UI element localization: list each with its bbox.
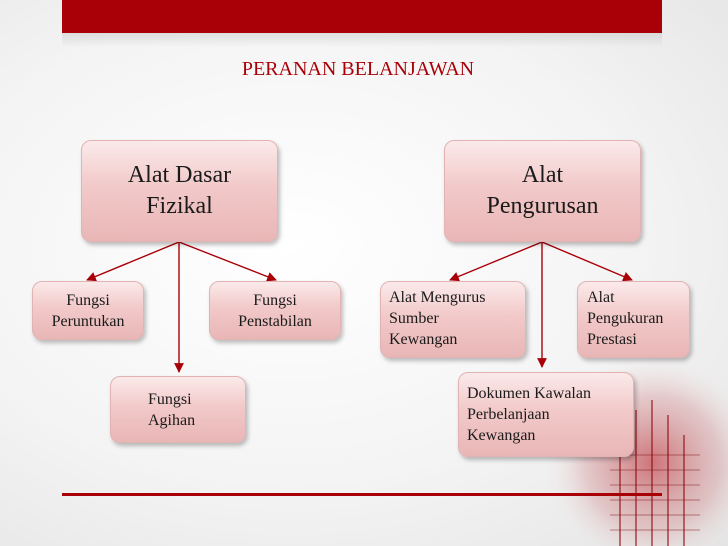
connector-right-pengukuran [542,242,632,280]
node-alat-dasar-fizikal [81,140,278,242]
node-alat-pengurusan-line1: Alat [521,162,564,188]
node-fungsi-peruntukan [32,281,144,340]
node-alat-pengurusan [444,140,641,242]
node-fungsi-agihan-line1: Fungsi [148,391,192,408]
node-alat-dasar-fizikal-line1: Alat Dasar [127,162,232,188]
node-alat-pengukuran-prestasi [577,281,690,358]
node-alat-mengurus-line1: Alat Mengurus [389,289,486,306]
node-alat-mengurus-line2: Sumber [389,310,439,327]
node-alat-pengukuran-line2: Pengukuran [587,310,664,327]
node-dokumen-kawalan-line3: Kewangan [467,427,536,444]
page-title: PERANAN BELANJAWAN [241,58,475,80]
node-fungsi-penstabilan-line2: Penstabilan [238,312,312,330]
node-dokumen-kawalan [458,372,634,457]
node-alat-pengukuran-line1: Alat [587,289,615,306]
node-fungsi-penstabilan [209,281,341,340]
node-alat-dasar-fizikal-line2: Fizikal [146,193,213,219]
connector-left-penstabilan [179,242,276,280]
connector-right-mengurus [450,242,542,280]
node-fungsi-penstabilan-line1: Fungsi [253,291,297,309]
node-alat-mengurus-line3: Kewangan [389,331,458,348]
node-fungsi-agihan-line2: Agihan [148,412,196,429]
node-fungsi-peruntukan-line1: Fungsi [66,291,110,309]
node-dokumen-kawalan-line1: Dokumen Kawalan [467,385,591,402]
node-alat-pengurusan-line2: Pengurusan [486,193,599,219]
connector-left-peruntukan [87,242,179,280]
node-alat-pengukuran-line3: Prestasi [587,331,637,348]
node-dokumen-kawalan-line2: Perbelanjaan [467,406,550,423]
node-fungsi-agihan [110,376,246,443]
node-alat-mengurus-sumber-kewangan [380,281,526,358]
node-fungsi-peruntukan-line2: Peruntukan [51,312,125,330]
